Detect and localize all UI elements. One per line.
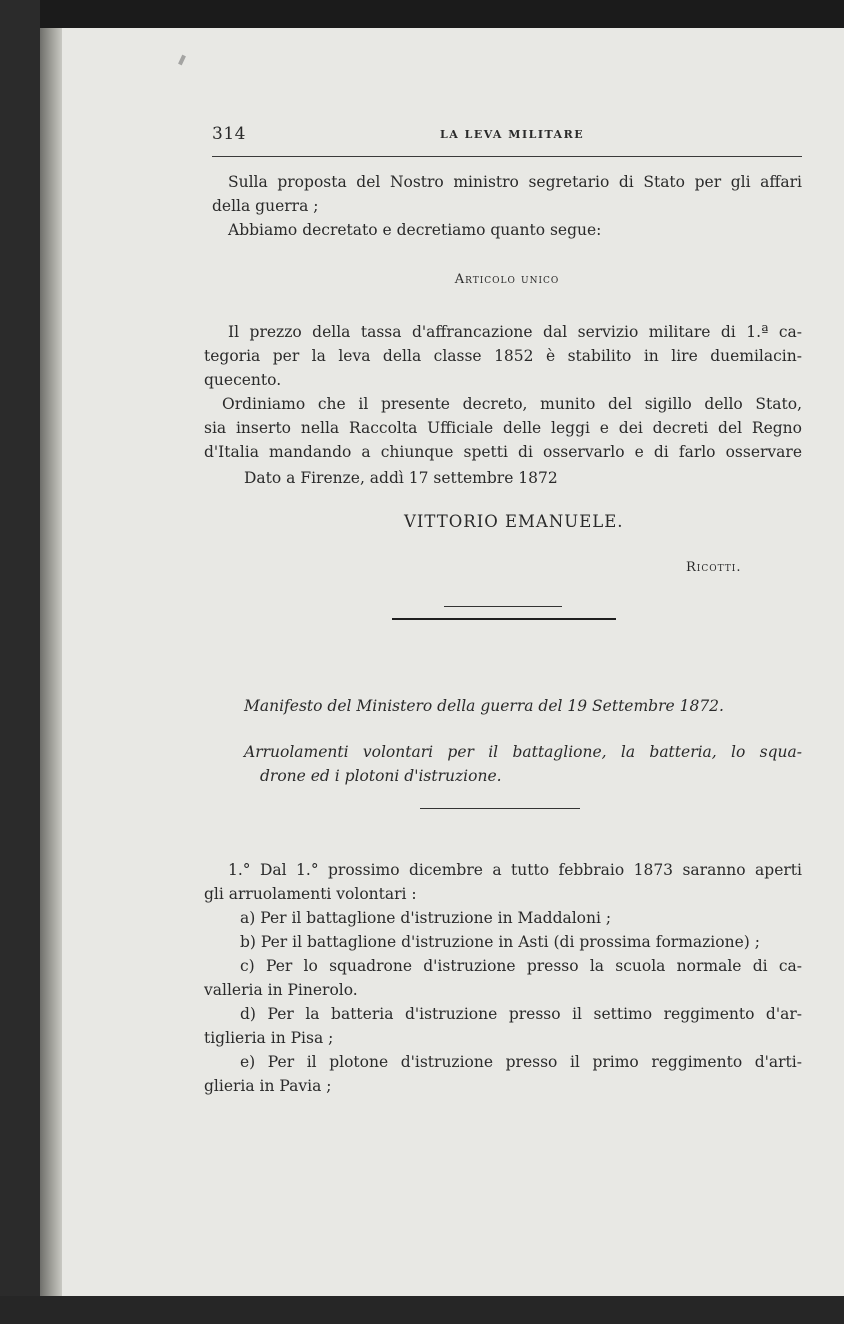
article-paragraph-line: quecento. bbox=[204, 371, 282, 389]
minister-signature: Ricotti. bbox=[686, 560, 742, 575]
preamble-line: Sulla proposta del Nostro ministro segretario di Stato per gli affari bbox=[228, 173, 802, 191]
subitem-line: tiglieria in Pisa ; bbox=[204, 1029, 334, 1047]
subitem-line: a) Per il battaglione d'istruzione in Maddaloni ; bbox=[240, 909, 612, 927]
preamble-line: Abbiamo decretato e decretiamo quanto segue: bbox=[228, 221, 602, 239]
manifesto-rule bbox=[420, 808, 580, 809]
scan-bottom-border bbox=[0, 1296, 844, 1324]
manifesto-item-line: 1.° Dal 1.° prossimo dicembre a tutto febbraio 1873 saranno aperti bbox=[228, 861, 802, 879]
subitem-line: d) Per la batteria d'istruzione presso il settimo reggimento d'ar- bbox=[240, 1005, 802, 1023]
page-binding-edge bbox=[40, 28, 62, 1298]
manifesto-subtitle-line: drone ed i plotoni d'istruzione. bbox=[260, 767, 502, 785]
manifesto-item-line: gli arruolamenti volontari : bbox=[204, 885, 417, 903]
article-title: Articolo unico bbox=[454, 272, 560, 287]
manifesto-subtitle-line: Arruolamenti volontari per il battaglione, la batteria, lo squa- bbox=[244, 743, 802, 761]
page-number: 314 bbox=[212, 124, 246, 144]
section-separator-rule bbox=[392, 618, 616, 620]
article-paragraph-line: Ordiniamo che il presente decreto, munito del sigillo dello Stato, bbox=[222, 395, 802, 413]
article-paragraph-line: sia inserto nella Raccolta Ufficiale delle leggi e dei decreti del Regno bbox=[204, 419, 802, 437]
header-rule bbox=[212, 156, 802, 157]
running-title: LA LEVA MILITARE bbox=[440, 128, 585, 141]
subitem-line: e) Per il plotone d'istruzione presso il primo reggimento d'arti- bbox=[240, 1053, 802, 1071]
king-signature: VITTORIO EMANUELE. bbox=[404, 512, 624, 531]
subitem-line: valleria in Pinerolo. bbox=[204, 981, 358, 999]
subitem-line: glieria in Pavia ; bbox=[204, 1077, 332, 1095]
scan-top-border bbox=[0, 0, 844, 28]
article-paragraph-line: tegoria per la leva della classe 1852 è stabilito in lire duemilacin- bbox=[204, 347, 802, 365]
scan-left-border bbox=[0, 0, 40, 1324]
subitem-line: c) Per lo squadrone d'istruzione presso la scuola normale di ca- bbox=[240, 957, 802, 975]
manifesto-title: Manifesto del Ministero della guerra del 19 Settembre 1872. bbox=[244, 697, 724, 715]
date-line: Dato a Firenze, addì 17 settembre 1872 bbox=[244, 469, 558, 487]
article-paragraph-line: Il prezzo della tassa d'affrancazione dal servizio militare di 1.ª ca- bbox=[228, 323, 802, 341]
short-separator-rule bbox=[444, 606, 562, 607]
article-paragraph-line: d'Italia mandando a chiunque spetti di osservarlo e di farlo osservare bbox=[204, 443, 802, 461]
preamble-line: della guerra ; bbox=[212, 197, 319, 215]
subitem-line: b) Per il battaglione d'istruzione in Asti (di prossima formazione) ; bbox=[240, 933, 760, 951]
